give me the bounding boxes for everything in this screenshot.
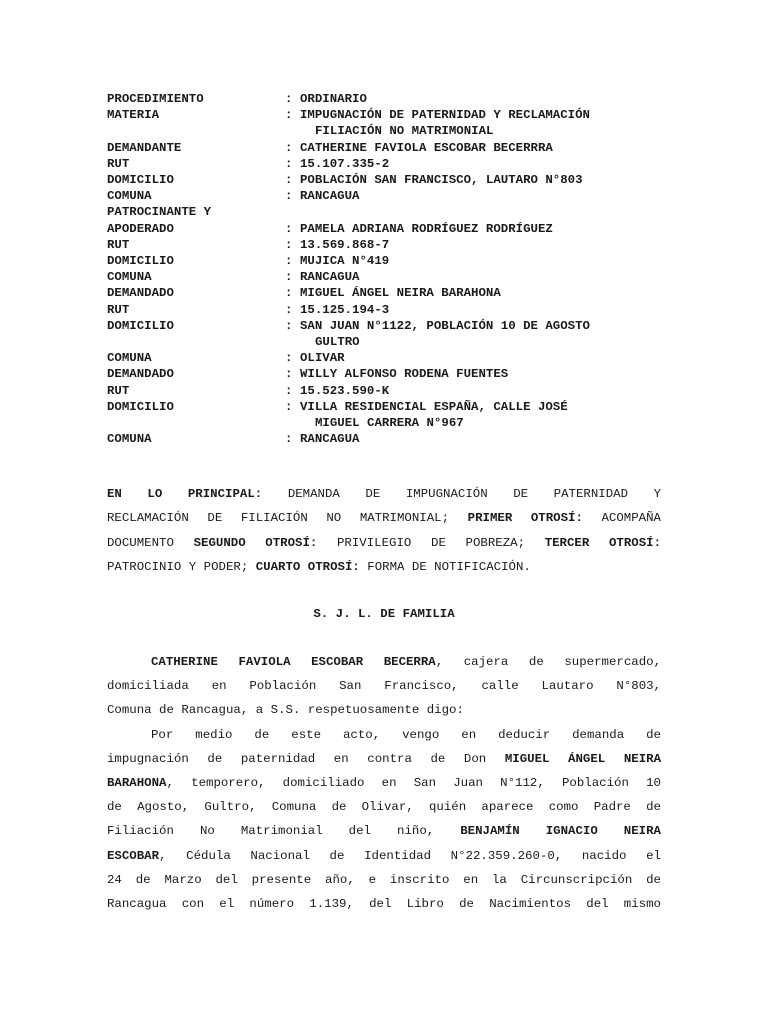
header-separator: : <box>285 108 293 123</box>
header-separator: : <box>285 189 293 204</box>
header-value: 15.125.194-3 <box>300 302 390 317</box>
summary-heading: TERCER OTROSÍ: <box>544 535 662 550</box>
summary-text: ACOMPAÑA <box>601 511 661 526</box>
header-label: MATERIA <box>107 108 160 123</box>
summary-line <box>107 506 661 530</box>
summary-line <box>107 531 661 555</box>
header-label: COMUNA <box>107 189 152 204</box>
header-label: DOMICILIO <box>107 173 174 188</box>
header-label: DEMANDANTE <box>107 140 182 155</box>
header-separator <box>285 415 300 431</box>
header-separator: : <box>285 237 293 252</box>
header-row <box>107 140 667 156</box>
summary-text: FORMA DE NOTIFICACIÓN. <box>367 560 531 575</box>
header-row <box>107 302 667 318</box>
header-separator: : <box>285 173 293 188</box>
header-separator: : <box>285 254 293 269</box>
header-separator <box>285 334 300 350</box>
header-separator: : <box>285 156 293 171</box>
header-row <box>107 350 667 366</box>
header-row <box>107 366 667 382</box>
header-value: PAMELA ADRIANA RODRÍGUEZ RODRÍGUEZ <box>300 221 553 236</box>
header-value: SAN JUAN N°1122, POBLACIÓN 10 DE AGOSTO <box>300 318 590 333</box>
header-label <box>107 123 285 139</box>
body-line: domiciliada en Población San Francisco, calle Lautaro N°803, <box>107 679 661 694</box>
summary-line <box>107 555 661 579</box>
header-separator: : <box>285 92 293 106</box>
header-value: MIGUEL ÁNGEL NEIRA BARAHONA <box>300 286 501 301</box>
header-label: RUT <box>107 156 130 171</box>
header-row <box>107 156 667 172</box>
header-label: COMUNA <box>107 351 152 366</box>
header-value: FILIACIÓN NO MATRIMONIAL <box>315 124 494 139</box>
header-separator: : <box>285 432 293 447</box>
header-label: DOMICILIO <box>107 318 174 333</box>
body-text: , temporero, domiciliado en San Juan N°112, Población 10 <box>166 776 661 791</box>
defendant-name: MIGUEL ÁNGEL NEIRA <box>504 751 662 766</box>
header-label: COMUNA <box>107 432 152 447</box>
header-separator: : <box>285 318 293 333</box>
header-separator: : <box>285 140 293 155</box>
summary-text: PATROCINIO Y PODER; <box>107 560 249 575</box>
header-separator: : <box>285 351 293 366</box>
document-body <box>107 650 661 916</box>
header-value: POBLACIÓN SAN FRANCISCO, LAUTARO N°803 <box>300 173 583 188</box>
header-separator: : <box>285 399 293 414</box>
header-separator <box>285 204 300 220</box>
summary-text: DOCUMENTO <box>107 535 174 550</box>
summary-text: RECLAMACIÓN DE FILIACIÓN NO MATRIMONIAL; <box>107 511 450 526</box>
header-label: COMUNA <box>107 270 152 285</box>
body-line: Por medio de este acto, vengo en deducir demanda de <box>151 727 661 742</box>
header-row <box>107 334 667 350</box>
header-label: DOMICILIO <box>107 399 174 414</box>
header-row <box>107 285 667 301</box>
body-line <box>107 747 661 771</box>
header-separator: : <box>285 286 293 301</box>
header-separator: : <box>285 270 293 285</box>
header-label: DEMANDADO <box>107 367 174 382</box>
header-row <box>107 123 667 139</box>
header-value: ORDINARIO <box>300 92 367 106</box>
body-line <box>107 819 661 843</box>
header-row <box>107 221 667 237</box>
body-line: 24 de Marzo del presente año, e inscrito en la Circunscripción de <box>107 872 661 887</box>
header-row <box>107 107 667 123</box>
header-value <box>300 204 667 220</box>
child-name: BENJAMÍN IGNACIO NEIRA <box>460 824 661 839</box>
header-row <box>107 399 667 415</box>
header-value: OLIVAR <box>300 351 345 366</box>
summary-text: DEMANDA DE IMPUGNACIÓN DE PATERNIDAD Y <box>287 487 661 501</box>
header-value: WILLY ALFONSO RODENA FUENTES <box>300 367 509 382</box>
header-label: DOMICILIO <box>107 254 174 269</box>
body-line: de Agosto, Gultro, Comuna de Olivar, quién aparece como Padre de <box>107 800 661 815</box>
header-label <box>107 334 285 350</box>
plaintiff-name: CATHERINE FAVIOLA ESCOBAR BECERRA <box>151 655 436 669</box>
header-label: RUT <box>107 383 130 398</box>
header-value: 15.523.590-K <box>300 383 390 398</box>
court-addressee: S. J. L. DE FAMILIA <box>313 607 455 621</box>
header-value: RANCAGUA <box>300 270 360 285</box>
header-value: VILLA RESIDENCIAL ESPAÑA, CALLE JOSÉ <box>300 399 568 414</box>
header-label: PATROCINANTE Y <box>107 205 212 220</box>
body-text: , cajera de supermercado, <box>435 655 662 669</box>
body-text: , Cédula Nacional de Identidad N°22.359.260-0, nacido el <box>159 848 661 863</box>
header-row <box>107 415 667 431</box>
header-row <box>107 431 667 447</box>
body-line: Comuna de Rancagua, a S.S. respetuosamente digo: <box>107 703 464 718</box>
header-row <box>107 253 667 269</box>
summary-heading: CUARTO OTROSÍ: <box>255 560 360 575</box>
summary-text: PRIVILEGIO DE POBREZA; <box>337 535 526 550</box>
header-row <box>107 172 667 188</box>
header-separator: : <box>285 221 293 236</box>
header-row <box>107 318 667 334</box>
body-line <box>107 771 661 795</box>
header-value: 15.107.335-2 <box>300 156 390 171</box>
header-label: DEMANDADO <box>107 286 174 301</box>
summary-heading: PRIMER OTROSÍ: <box>467 511 583 526</box>
petition-summary <box>107 482 661 580</box>
header-label: PROCEDIMIENTO <box>107 92 204 106</box>
body-line <box>107 844 661 868</box>
summary-line <box>107 482 661 506</box>
child-name: ESCOBAR <box>107 848 160 863</box>
header-label: APODERADO <box>107 221 174 236</box>
header-row <box>107 188 667 204</box>
header-label: RUT <box>107 237 130 252</box>
header-value: 13.569.868-7 <box>300 237 390 252</box>
defendant-name: BARAHONA <box>107 776 167 791</box>
summary-heading: SEGUNDO OTROSÍ: <box>193 535 318 550</box>
header-row <box>107 269 667 285</box>
summary-heading: EN LO PRINCIPAL: <box>107 487 263 501</box>
header-separator: : <box>285 367 293 382</box>
header-value: RANCAGUA <box>300 432 360 447</box>
header-row <box>107 204 667 220</box>
case-header <box>107 91 667 447</box>
header-label <box>107 415 285 431</box>
header-row <box>107 91 667 107</box>
body-text: Filiación No Matrimonial del niño, <box>107 824 435 839</box>
header-value: GULTRO <box>315 335 360 350</box>
header-separator <box>285 123 300 139</box>
body-line: Rancagua con el número 1.139, del Libro de Nacimientos del mismo <box>107 897 661 912</box>
header-label: RUT <box>107 302 130 317</box>
header-value: MUJICA N°419 <box>300 254 390 269</box>
body-text: impugnación de paternidad en contra de Don <box>107 751 487 766</box>
header-value: RANCAGUA <box>300 189 360 204</box>
header-row <box>107 237 667 253</box>
header-value: MIGUEL CARRERA N°967 <box>315 416 464 431</box>
header-row <box>107 383 667 399</box>
header-value: IMPUGNACIÓN DE PATERNIDAD Y RECLAMACIÓN <box>300 108 590 123</box>
header-separator: : <box>285 383 293 398</box>
header-separator: : <box>285 302 293 317</box>
header-value: CATHERINE FAVIOLA ESCOBAR BECERRRA <box>300 140 553 155</box>
body-line <box>107 650 661 674</box>
